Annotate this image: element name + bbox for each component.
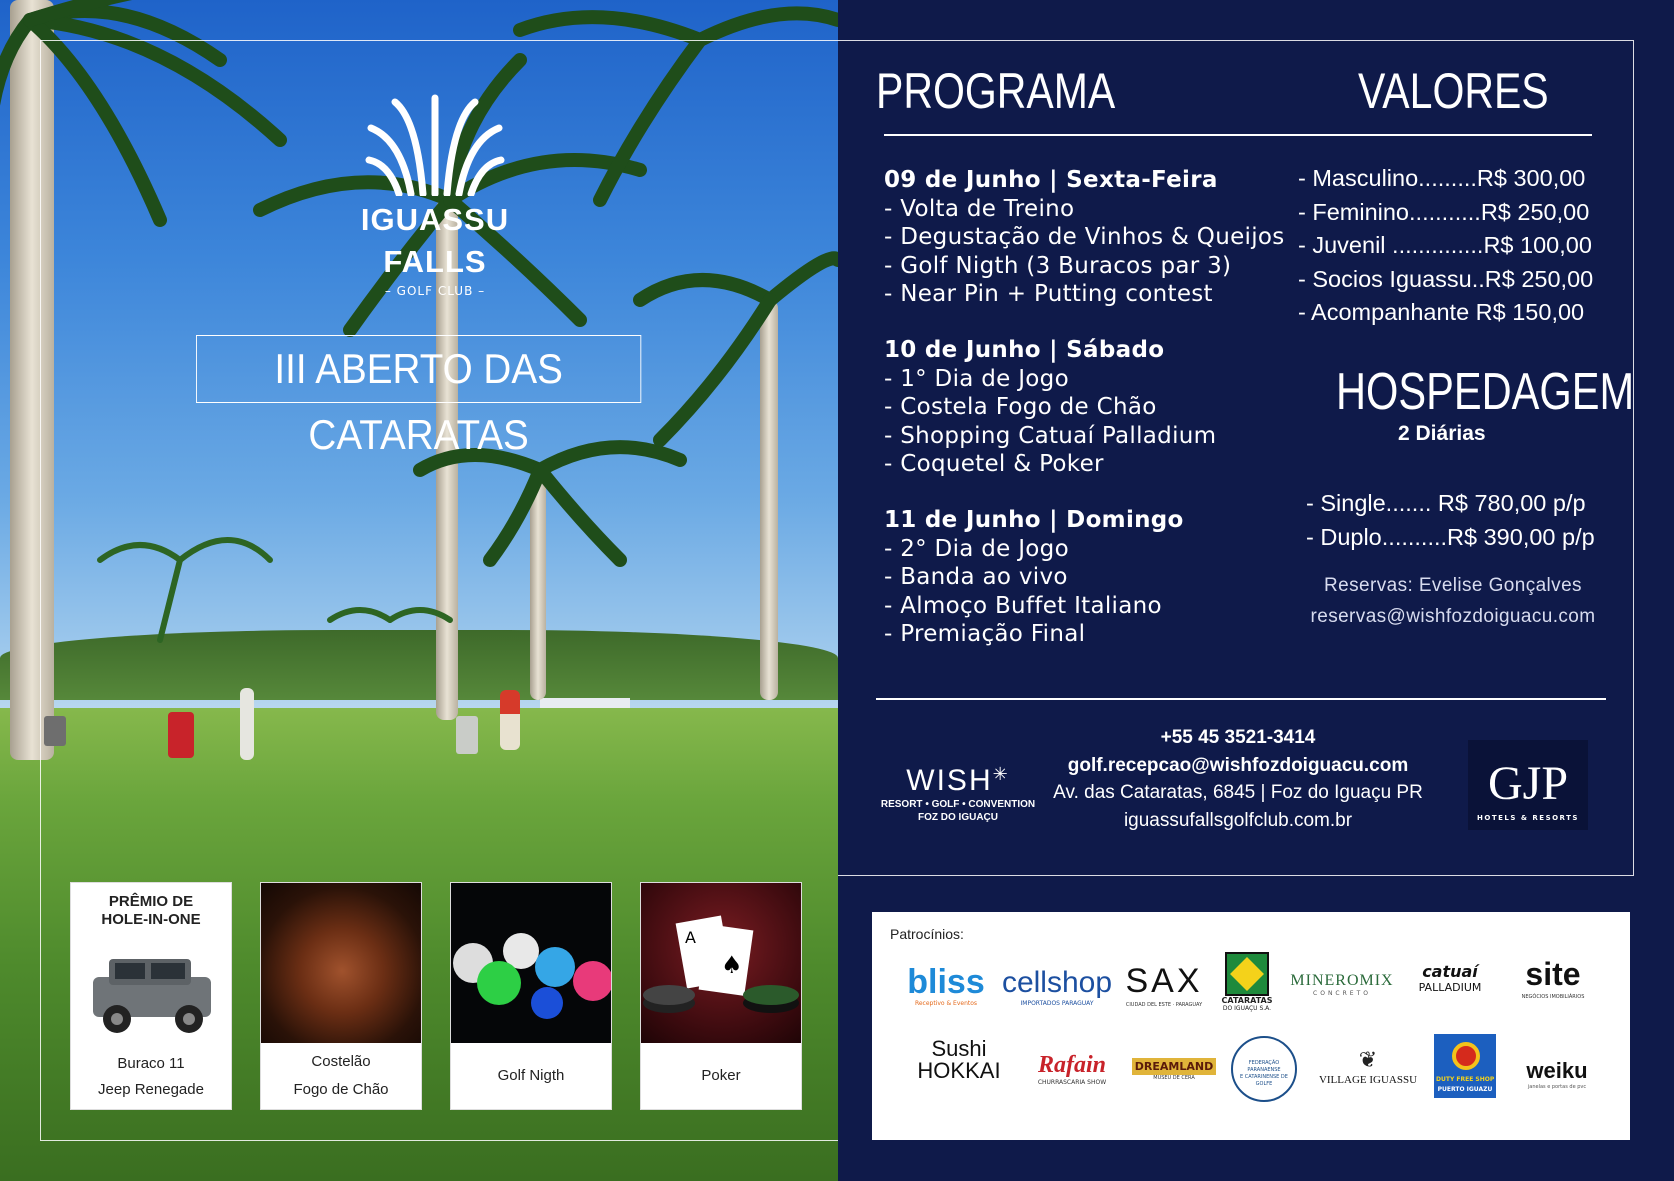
card-caption: Fogo de Chão (293, 1081, 389, 1098)
logo-line1: IGUASSU (360, 202, 510, 237)
price-item: - Juvenil ..............R$ 100,00 (1298, 232, 1592, 258)
logo-line2: FALLS (383, 244, 487, 279)
program-item: - Degustação de Vinhos & Queijos (884, 224, 1285, 250)
program-item: - Near Pin + Putting contest (884, 281, 1213, 307)
sponsor-logo-weiku: weiku janelas e portas de pvc (1526, 1058, 1588, 1090)
program-item: - Volta de Treino (884, 195, 1075, 222)
sponsor-logo-sax: SAX CIUDAD DEL ESTE · PARAGUAY (1125, 962, 1203, 1008)
sponsor-logo-federacao (1224, 1036, 1304, 1102)
brazil-flag-icon (1225, 952, 1269, 996)
gjp-name: GJP (1487, 757, 1569, 810)
gjp-sub: HOTELS & RESORTS (1477, 814, 1579, 822)
golf-balls-icon (451, 883, 612, 1043)
heading-divider (884, 134, 1592, 136)
price-item: - Masculino.........R$ 300,00 (1298, 165, 1586, 191)
sponsor-logo-mineromix: MINEROMIX CONCRETO (1290, 972, 1394, 997)
cards-chips-icon (641, 883, 802, 1043)
federation-seal-icon: FEDERAÇÃO PARANAENSE E CATARINENSE DE GOLFE (1231, 1036, 1297, 1102)
card-caption: Golf Nigth (497, 1067, 565, 1084)
program-date: 11 de Junho | Domingo (884, 507, 1184, 533)
price-list (1298, 162, 1628, 330)
event-title: III ABERTO DAS CATARATAS (196, 335, 641, 403)
poker-image (641, 883, 802, 1043)
program-item: - Shopping Catuaí Palladium (884, 422, 1217, 449)
program-item: - Almoço Buffet Italiano (884, 592, 1162, 619)
sponsor-logo-cellshop: cellshop IMPORTADOS PARAGUAY (1001, 966, 1113, 1007)
card-golf-night (450, 882, 612, 1110)
reservations (1288, 570, 1618, 632)
contact-block (1038, 724, 1438, 834)
reservations-email[interactable]: reservas@wishfozdoiguacu.com (1310, 606, 1596, 627)
sponsor-logo-site: site NEGÓCIOS IMOBILIÁRIOS (1521, 956, 1585, 1000)
sponsor-logo-cataratas: CATARATAS DO IGUAÇU S.A. (1216, 952, 1278, 1012)
contact-phone[interactable]: +55 45 3521-3414 (1160, 727, 1316, 748)
wish-logo (868, 764, 1048, 824)
gjp-logo (1468, 740, 1588, 830)
price-item: - Feminino...........R$ 250,00 (1298, 198, 1590, 225)
price-item: - Socios Iguassu..R$ 250,00 (1298, 265, 1594, 292)
contact-website[interactable]: iguassufallsgolfclub.com.br (1123, 809, 1353, 831)
program-heading: PROGRAMA (876, 63, 1116, 119)
program-item: - Costela Fogo de Chão (884, 394, 1157, 420)
room-item: - Duplo..........R$ 390,00 p/p (1306, 524, 1595, 550)
sponsors-box (872, 912, 1630, 1140)
contact-divider (876, 698, 1606, 700)
prize-line1: PRÊMIO DE (108, 893, 194, 910)
program-day-2 (884, 336, 1216, 479)
iguassu-falls-logo (350, 90, 520, 298)
program-item: - Coquetel & Poker (884, 451, 1104, 477)
program-item: - Golf Nigth (3 Buracos par 3) (884, 252, 1232, 279)
reservations-name: Reservas: Evelise Gonçalves (1324, 575, 1582, 596)
sponsor-logo-hokkai: Sushi HOKKAI (917, 1036, 1001, 1083)
info-panel (838, 0, 1674, 1181)
card-hole-in-one (70, 882, 232, 1110)
sponsor-logo-bliss: bliss Receptivo & Eventos (907, 963, 985, 1007)
star-icon: ✳ (992, 764, 1010, 784)
fountain-icon (365, 90, 505, 196)
values-heading: VALORES (1358, 63, 1549, 119)
sponsor-logo-dutyfree (1432, 1034, 1498, 1098)
glowing-balls-image (451, 883, 612, 1043)
svg-text:♠: ♠ (721, 951, 743, 979)
dutyfree-sun-icon: DUTY FREE SHOP PUERTO IGUAZU (1434, 1034, 1496, 1098)
contact-address: Av. das Cataratas, 6845 | Foz do Iguaçu PR (1053, 782, 1423, 803)
sponsors-label: Patrocínios: (890, 926, 964, 942)
room-item: - Single....... R$ 780,00 p/p (1306, 490, 1586, 516)
sponsor-logo-village: ❦ VILLAGE IGUASSU (1316, 1048, 1420, 1086)
lodging-heading: HOSPEDAGEM (1336, 363, 1635, 421)
program-day-3 (884, 506, 1184, 649)
program-item: - Banda ao vivo (884, 564, 1068, 590)
wish-tagline: RESORT • GOLF • CONVENTION (880, 799, 1036, 810)
prize-line2: HOLE-IN-ONE (101, 911, 201, 928)
svg-text:A: A (685, 928, 696, 947)
program-day-1 (884, 166, 1285, 309)
card-caption: Buraco 11 (117, 1055, 185, 1072)
card-caption: Costelão (311, 1053, 371, 1070)
logo-line3: – GOLF CLUB – (384, 284, 486, 298)
program-item: - 1° Dia de Jogo (884, 365, 1069, 392)
card-poker (640, 882, 802, 1110)
village-icon: ❦ (1358, 1048, 1378, 1073)
lodging-subheading: 2 Diárias (1398, 422, 1486, 445)
contact-email[interactable]: golf.recepcao@wishfozdoiguacu.com (1067, 754, 1409, 776)
wish-location: FOZ DO IGUAÇU (918, 812, 998, 823)
ribs-image (261, 883, 422, 1043)
program-date: 10 de Junho | Sábado (884, 337, 1165, 363)
room-list (1306, 486, 1595, 554)
sponsor-logo-dreamland: DREAMLAND MUSEU DE CERA (1132, 1058, 1216, 1081)
jeep-image (71, 945, 232, 1045)
program-item: - Premiação Final (884, 621, 1086, 647)
sponsor-logo-rafain: Rafain CHURRASCARIA SHOW (1037, 1052, 1107, 1086)
card-caption: Jeep Renegade (98, 1081, 204, 1098)
card-costelao (260, 882, 422, 1110)
program-item: - 2° Dia de Jogo (884, 535, 1069, 562)
program-date: 09 de Junho | Sexta-Feira (884, 167, 1218, 193)
price-item: - Acompanhante R$ 150,00 (1298, 299, 1585, 325)
wish-name: WISH (906, 764, 993, 797)
sponsor-logo-catuai: catuaí PALLADIUM (1418, 962, 1482, 994)
card-caption: Poker (701, 1067, 741, 1084)
